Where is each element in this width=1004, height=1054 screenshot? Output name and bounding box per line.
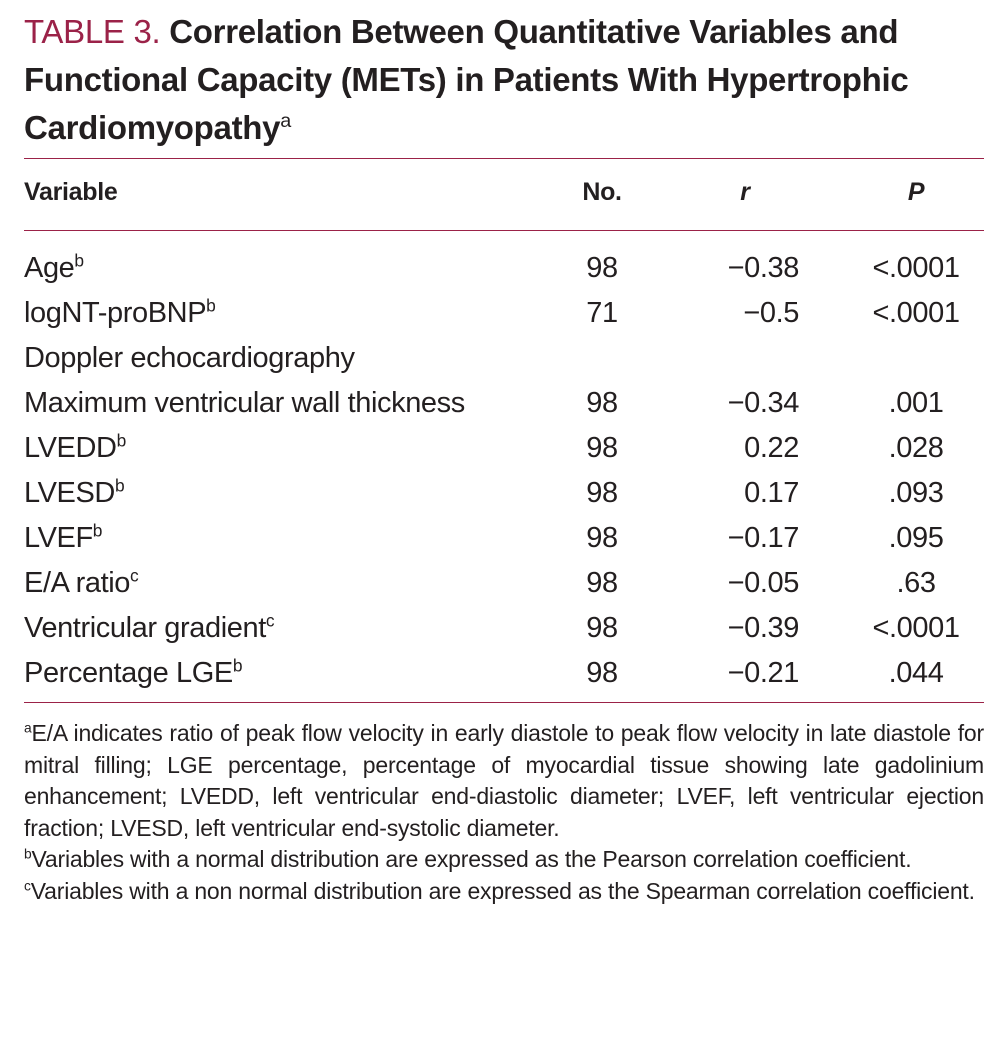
cell-no: 98 [586, 477, 618, 509]
variable-text: LVESD [24, 477, 115, 509]
header-variable: Variable [24, 178, 118, 206]
variable-text: LVEF [24, 522, 93, 554]
table-row [24, 563, 984, 608]
table-title-text: Correlation Between Quantitative Variables and Functional Capacity (METs) in Patients With Hypertrophic Cardiomyopathy [24, 13, 909, 146]
cell-variable [24, 252, 84, 285]
variable-footnote-mark: b [206, 295, 216, 316]
variable-text: logNT-proBNP [24, 297, 207, 329]
table-row [24, 383, 984, 428]
variable-text: Ventricular gradient [24, 612, 266, 644]
cell-p: <.0001 [872, 297, 960, 329]
cell-r: −0.34 [727, 387, 799, 419]
table-body [24, 248, 984, 698]
cell-variable [24, 477, 124, 510]
table-row [24, 608, 984, 653]
footnote-c [24, 876, 984, 908]
variable-text: Age [24, 252, 75, 284]
table-row [24, 293, 984, 338]
cell-no: 98 [586, 387, 618, 419]
cell-p: <.0001 [872, 252, 960, 284]
variable-footnote-mark: c [130, 565, 139, 586]
cell-p: <.0001 [872, 612, 960, 644]
cell-r: −0.38 [727, 252, 799, 284]
cell-variable [24, 612, 274, 645]
cell-p: .095 [888, 522, 944, 554]
cell-r: 0.22 [744, 432, 799, 464]
table-row-section [24, 338, 984, 383]
title-footnote-mark: a [280, 110, 291, 132]
table-header [24, 172, 984, 216]
cell-no: 98 [586, 252, 618, 284]
table-figure [24, 0, 984, 904]
table-row [24, 428, 984, 473]
table-footnotes [24, 718, 984, 907]
cell-variable [24, 342, 355, 375]
variable-footnote-mark: b [114, 475, 125, 496]
variable-footnote-mark: b [116, 430, 126, 451]
footnote-text: E/A indicates ratio of peak flow velocity in early diastole to peak flow velocity in late diastole for mitral filling; LGE percentage, percentage of myocardial tissue showing late gadolinium enhancement; LVEDD, left ventricular end-diastolic diameter; LVEF, left ventricular ejection fraction; LVESD, left ventricular end-systolic diameter. [24, 720, 984, 841]
cell-p: .044 [888, 657, 944, 689]
cell-r: −0.5 [743, 297, 799, 329]
cell-r: 0.17 [744, 477, 799, 509]
cell-p: .001 [888, 387, 944, 419]
table-row [24, 248, 984, 293]
variable-footnote-mark: b [74, 250, 84, 271]
table-row [24, 653, 984, 698]
header-p: P [907, 178, 925, 206]
header-no: No. [582, 178, 622, 206]
variable-footnote-mark: b [232, 655, 243, 676]
cell-no: 98 [586, 432, 618, 464]
variable-text: LVEDD [24, 432, 117, 464]
footnote-mark: c [24, 877, 31, 893]
cell-r: −0.05 [727, 567, 799, 599]
cell-r: −0.17 [727, 522, 799, 554]
footnote-a [24, 718, 984, 844]
cell-r: −0.21 [727, 657, 799, 689]
cell-p: .028 [888, 432, 944, 464]
cell-r: −0.39 [727, 612, 799, 644]
footnote-mark: b [24, 846, 32, 862]
cell-no: 98 [586, 567, 618, 599]
footnote-b [24, 844, 984, 876]
footnote-text: Variables with a non normal distribution are expressed as the Spearman correlation coefficient. [30, 877, 975, 904]
bottom-rule [24, 702, 984, 703]
cell-variable [24, 522, 102, 555]
table-title [24, 0, 984, 152]
cell-p: .093 [888, 477, 944, 509]
cell-no: 98 [586, 522, 618, 554]
variable-text: Maximum ventricular wall thickness [24, 387, 465, 419]
cell-no: 71 [586, 297, 618, 329]
cell-no: 98 [586, 657, 618, 689]
footnote-text: Variables with a normal distribution are expressed as the Pearson correlation coefficient. [31, 846, 912, 872]
table-row [24, 518, 984, 563]
cell-variable [24, 432, 126, 465]
cell-variable [24, 387, 465, 420]
variable-text: Percentage LGE [24, 657, 233, 689]
cell-variable [24, 657, 242, 690]
cell-p: .63 [896, 567, 936, 599]
header-rule [24, 230, 984, 231]
variable-text: E/A ratio [24, 567, 131, 599]
variable-footnote-mark: c [265, 610, 275, 631]
variable-footnote-mark: b [92, 520, 103, 541]
cell-variable [24, 567, 138, 600]
header-r: r [740, 178, 750, 206]
table-label: TABLE 3. [24, 13, 161, 50]
table-row [24, 473, 984, 518]
cell-no: 98 [586, 612, 618, 644]
top-rule [24, 158, 984, 159]
section-heading-text: Doppler echocardiography [24, 342, 355, 374]
footnote-mark: a [24, 720, 32, 736]
cell-variable [24, 297, 215, 330]
